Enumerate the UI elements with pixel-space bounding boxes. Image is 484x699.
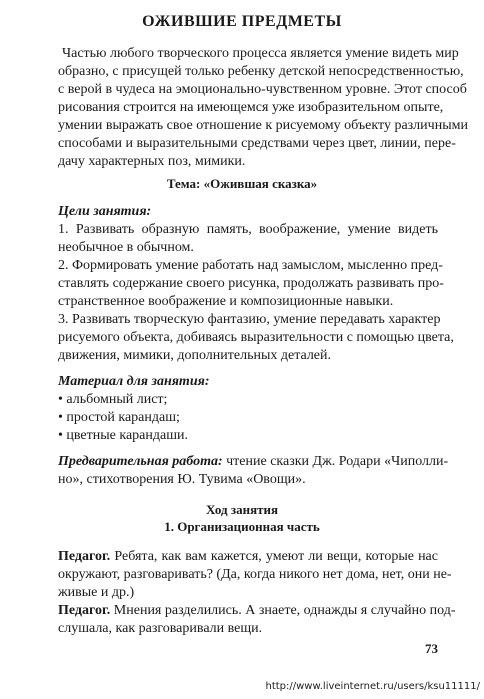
material-heading: Материал для занятия: — [58, 374, 210, 389]
prework-label: Предварительная работа: — [58, 454, 223, 469]
dialog-line — [58, 602, 456, 620]
page-title: ОЖИВШИЕ ПРЕДМЕТЫ — [142, 13, 342, 30]
page-number: 73 — [425, 641, 438, 656]
intro-line: способами и выразительными средствами через цвет, линии, пере- — [58, 136, 456, 151]
prework-line: но», стихотворения Ю. Тувима «Овощи». — [58, 472, 306, 487]
dialog-line — [58, 548, 438, 566]
dialog-text: Мнения разделились. А знаете, однажды я случайно под- — [110, 603, 456, 618]
dialog-line: слушала, как разговаривали вещи. — [58, 621, 263, 636]
goal-line: ставлять содержание своего рисунка, продолжать развивать про- — [58, 276, 444, 291]
intro-line: умении выражать свое отношение к рисуемому объекту различными — [58, 118, 468, 133]
goal-line: 3. Развивать творческую фантазию, умение передавать характер — [58, 312, 441, 327]
material-item: • цветные карандаши. — [58, 428, 188, 443]
lesson-theme: Тема: «Ожившая сказка» — [166, 176, 318, 191]
intro-line: Частью любого творческого процесса является умение видеть мир — [62, 46, 459, 61]
goals-heading: Цели занятия: — [58, 204, 152, 219]
goal-line: рисуемого объекта, добиваясь выразительности с помощью цвета, — [58, 330, 454, 345]
intro-line: образно, с присущей только ребенку детской непосредственностью, — [58, 64, 464, 79]
intro-line: рисования строится на имеющемся уже изобразительном опыте, — [58, 100, 444, 115]
prework-text: чтение сказки Дж. Родари «Чиполли- — [222, 454, 449, 469]
material-item: • простой карандаш; — [58, 410, 180, 425]
intro-line: с верой в чудеса на эмоционально-чувственном уровне. Этот способ — [58, 82, 467, 97]
speaker-label: Педагог. — [58, 603, 111, 618]
lesson-heading: Ход занятия — [205, 502, 279, 517]
goal-line: странственное воображение и композиционные навыки. — [58, 294, 394, 309]
goal-line: необычное в обычном. — [58, 240, 194, 255]
speaker-label: Педагог. — [58, 549, 111, 564]
dialog-text: Ребята, как вам кажется, умеют ли вещи, которые нас — [110, 549, 438, 564]
goal-line: 1. Развивать образную память, воображение, умение видеть — [58, 222, 438, 237]
watermark-url: http://www.liveinternet.ru/users/ksu11111/ — [265, 681, 480, 692]
goal-line: движения, мимики, дополнительных деталей. — [58, 348, 332, 363]
dialog-line: окружают, разговаривать? (Да, когда никого нет дома, нет, они не- — [58, 567, 452, 582]
lesson-subheading: 1. Организационная часть — [164, 519, 320, 534]
goal-line: 2. Формировать умение работать над замыслом, мысленно пред- — [58, 258, 443, 273]
prework-line — [58, 453, 449, 471]
material-item: • альбомный лист; — [58, 392, 168, 407]
intro-line: дачу характерных поз, мимики. — [58, 154, 246, 169]
dialog-line: живые и др.) — [58, 585, 135, 600]
